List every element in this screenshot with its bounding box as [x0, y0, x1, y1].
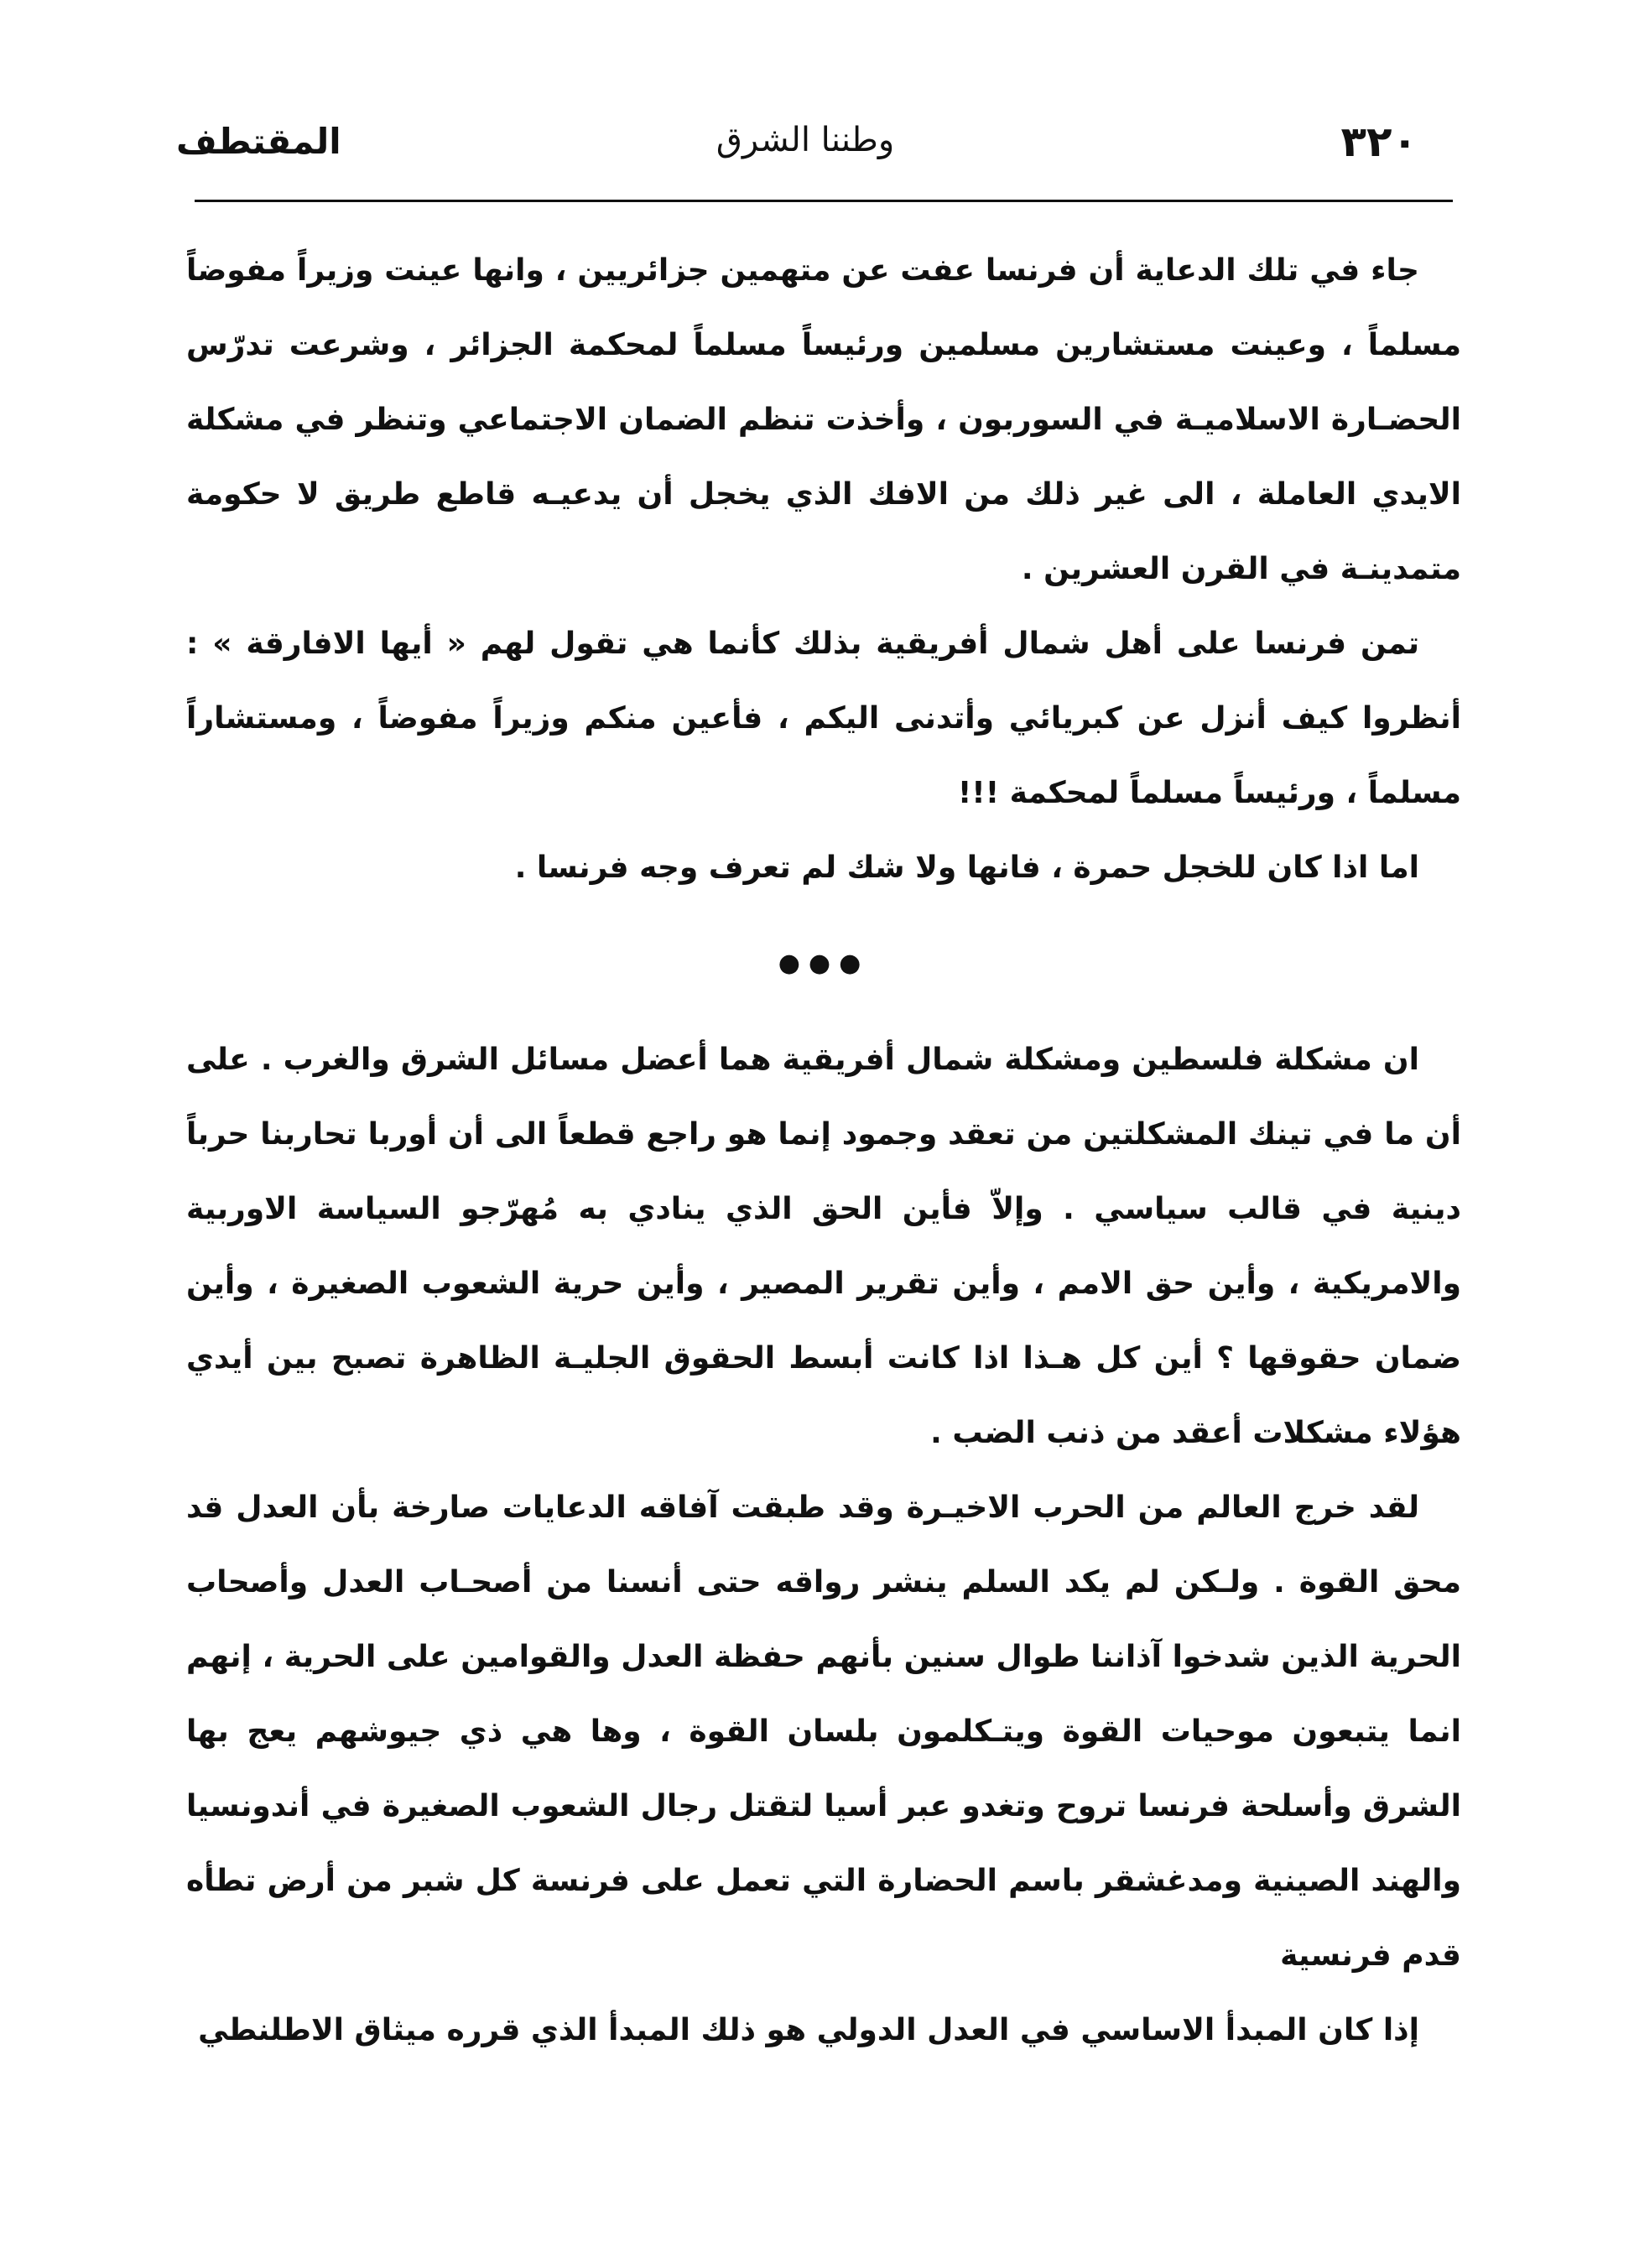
paragraph-1: جاء في تلك الدعاية أن فرنسا عفت عن متهمين جزائريين ، وانها عينت وزيراً مفوضاً مسلماً ، وعينت مستشارين مسلمين ورئيساً مسلماً لمحكمة الجزائر ، وشرعت تدرّس الحضـارة الاسلاميـة في السوربون ، وأخذت تنظم الضمان الاجتماعي وتنظر في مشكلة الايدي العاملة ، الى غير ذلك من الافك الذي يخجل أن يدعيـه قاطع طريق لا حكومة متمدينـة في القرن العشرين . — [186, 253, 1461, 586]
running-title: وطننا الشرق — [716, 121, 895, 159]
paragraph-6: إذا كان المبدأ الاساسي في العدل الدولي هو ذلك المبدأ الذي قرره ميثاق الاطلنطي — [198, 2013, 1419, 2047]
paragraph-2: تمن فرنسا على أهل شمال أفريقية بذلك كأنما هي تقول لهم « أيها الافارقة » : أنظروا كيف أنزل عن كبريائي وأتدنى اليكم ، فأعين منكم وزيراً مفوضاً ، ومستشاراً مسلماً ، ورئيساً مسلماً لمحكمة !!! — [186, 627, 1461, 810]
page-number: ٣٢٠ — [1340, 117, 1418, 166]
journal-name: المقتطف — [176, 121, 341, 162]
paragraph-3: اما اذا كان للخجل حمرة ، فانها ولا شك لم تعرف وجه فرنسا . — [514, 850, 1419, 885]
header-rule — [195, 200, 1453, 202]
paragraph-4: ان مشكلة فلسطين ومشكلة شمال أفريقية هما أعضل مسائل الشرق والغرب . على أن ما في تينك المشكلتين من تعقد وجمود إنما هو راجع قطعاً الى أن أوربا تحاربنا حرباً دينية في قالب سياسي . وإلاّ فأين الحق الذي ينادي به مُهرّجو السياسة الاوربية والامريكية ، وأين حق الامم ، وأين تقرير المصير ، وأين حرية الشعوب الصغيرة ، وأين ضمان حقوقها ؟ أين كل هـذا اذا كانت أبسط الحقوق الجليـة الظاهرة تصبح بين أيدي هؤلاء مشكلات أعقد من ذنب الضب . — [186, 1043, 1461, 1450]
section-ornament: ●●● — [778, 949, 870, 978]
article-body — [186, 233, 1461, 2068]
paragraph-5: لقد خرج العالم من الحرب الاخيـرة وقد طبقت آفاقه الدعايات صارخة بأن العدل قد محق القوة . ولـكن لم يكد السلم ينشر رواقه حتى أنسنا من أصحـاب العدل وأصحاب الحرية الذين شدخوا آذاننا طوال سنين بأنهم حفظة العدل والقوامين على الحرية ، إنهم انما يتبعون موحيات القوة ويتـكلمون بلسان القوة ، وها هي ذي جيوشهم يعج بها الشرق وأسلحة فرنسا تروح وتغدو عبر أسيا لتقتل رجال الشعوب الصغيرة في أندونسيا والهند الصينية ومدغشقر باسم الحضارة التي تعمل على فرنسة كل شبر من أرض تطأه قدم فرنسية — [186, 1490, 1461, 1973]
running-head — [168, 117, 1443, 185]
